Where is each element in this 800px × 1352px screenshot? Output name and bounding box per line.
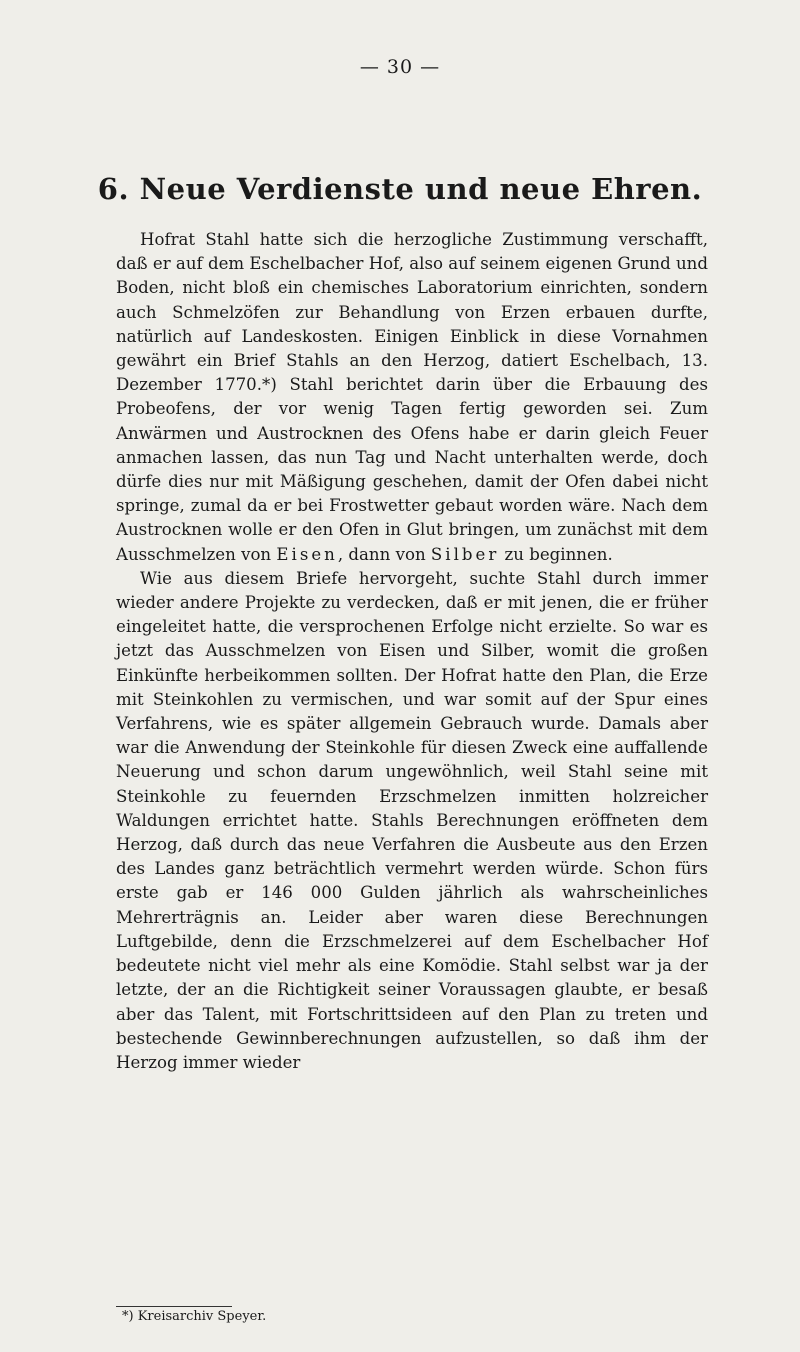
paragraph-text: , dann von — [337, 544, 431, 564]
paragraph — [116, 228, 708, 567]
footnote-divider — [116, 1306, 232, 1307]
emphasized-word: Silber — [430, 544, 500, 564]
emphasized-word: Eisen — [276, 544, 338, 564]
footnote: *) Kreisarchiv Speyer. — [122, 1309, 267, 1324]
paragraph-text: zu beginnen. — [499, 544, 613, 564]
paragraph-text: Hofrat Stahl hatte sich die herzogliche Zustimmung verschafft, daß er auf dem Eschelbacher Hof, also auf seinem eigenen Grund und Boden, nicht bloß ein chemisches Laboratorium einrichten, sondern auch Schmelzöfen zur Behandlung von Erzen erbauen durfte, natürlich auf Landeskosten. Einigen Einblick in diese Vornahmen gewährt ein Brief Stahls an den Herzog, datiert Eschelbach, 13. Dezember 1770.*) Stahl berichtet darin über die Erbauung des Probeofens, der vor wenig Tagen fertig geworden sei. Zum Anwärmen und Austrocknen des Ofens habe er darin gleich Feuer anmachen lassen, das nun Tag und Nacht unterhalten werde, doch dürfe dies nur mit Mäßigung geschehen, damit der Ofen dabei nicht springe, zumal da er bei Frostwetter gebaut worden wäre. Nach dem Austrocknen wolle er den Ofen in Glut bringen, um zunächst mit dem Ausschmelzen von — [116, 230, 708, 564]
page-number: — 30 — — [359, 56, 441, 78]
chapter-heading: 6. Neue Verdienste und neue Ehren. — [97, 172, 703, 206]
body-text — [116, 228, 708, 1075]
paragraph: Wie aus diesem Briefe hervorgeht, suchte Stahl durch immer wieder andere Projekte zu verdecken, daß er mit jenen, die er früher eingeleitet hatte, die versprochenen Erfolge nicht erzielte. So war es jetzt das Ausschmelzen von Eisen und Silber, womit die großen Einkünfte herbeikommen sollten. Der Hofrat hatte den Plan, die Erze mit Steinkohlen zu vermischen, und war somit auf der Spur eines Verfahrens, wie es später allgemein Gebrauch wurde. Damals aber war die Anwendung der Steinkohle für diesen Zweck eine auffallende Neuerung und schon darum ungewöhnlich, weil Stahl seine mit Steinkohle zu feuernden Erzschmelzen inmitten holzreicher Waldungen errichtet hatte. Stahls Berechnungen eröffneten dem Herzog, daß durch das neue Verfahren die Ausbeute aus den Erzen des Landes ganz beträchtlich vermehrt werden würde. Schon fürs erste gab er 146 000 Gulden jährlich als wahrscheinliches Mehrerträgnis an. Leider aber waren diese Berechnungen Luftgebilde, denn die Erzschmelzerei auf dem Eschelbacher Hof bedeutete nicht viel mehr als eine Komödie. Stahl selbst war ja der letzte, der an die Richtigkeit seiner Voraussagen glaubte, er besaß aber das Talent, mit Fortschrittsideen auf den Plan zu treten und bestechende Gewinnberechnungen aufzustellen, so daß ihm der Herzog immer wieder — [116, 568, 708, 1072]
